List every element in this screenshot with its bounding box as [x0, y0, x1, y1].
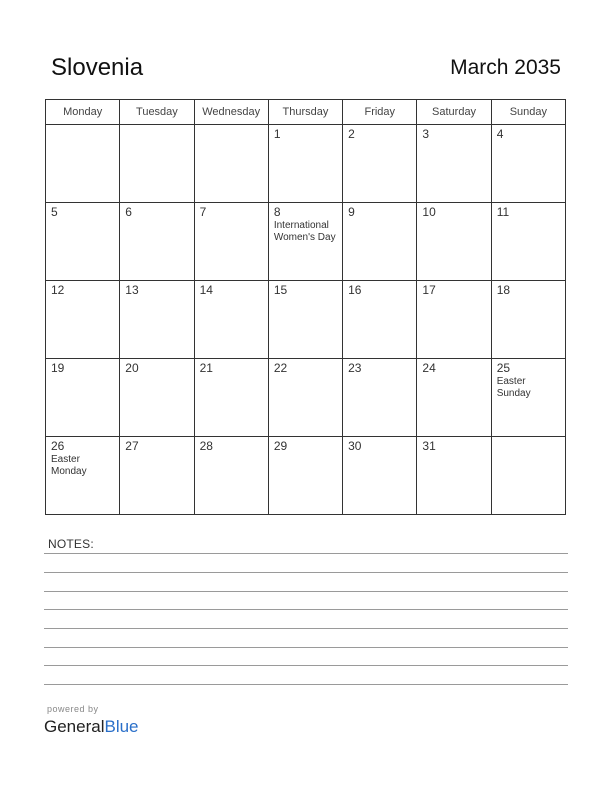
calendar-day-cell	[343, 281, 417, 359]
day-number: 28	[199, 439, 213, 453]
day-number: 20	[125, 361, 139, 375]
calendar-day-cell	[491, 203, 565, 281]
calendar-day-cell	[120, 203, 194, 281]
day-number: 23	[348, 361, 362, 375]
holiday-label: Easter Monday	[51, 454, 87, 477]
note-line	[44, 609, 568, 610]
calendar-day-cell	[491, 281, 565, 359]
calendar-day-cell	[268, 359, 342, 437]
day-number: 16	[348, 283, 362, 297]
day-number: 17	[422, 283, 436, 297]
weekday-header: Thursday	[268, 100, 342, 125]
note-line	[44, 665, 568, 666]
calendar-day-cell	[491, 359, 565, 437]
calendar-day-cell	[194, 437, 268, 515]
calendar-day-cell	[491, 437, 565, 515]
powered-by-text: powered by	[47, 704, 99, 714]
weekday-header: Sunday	[491, 100, 565, 125]
country-title: Slovenia	[51, 54, 144, 81]
calendar-week-row	[46, 203, 566, 281]
calendar-day-cell	[491, 125, 565, 203]
day-number: 2	[348, 127, 355, 141]
note-line	[44, 628, 568, 629]
weekday-header: Monday	[46, 100, 120, 125]
day-number: 1	[273, 127, 281, 141]
calendar-day-cell	[46, 359, 120, 437]
note-line	[44, 553, 568, 554]
day-number: 13	[125, 283, 139, 297]
day-number	[120, 125, 193, 127]
calendar-day-cell	[268, 203, 342, 281]
day-number: 19	[51, 361, 65, 375]
calendar-day-cell	[120, 437, 194, 515]
calendar-day-cell	[268, 437, 342, 515]
calendar-day-cell	[417, 437, 491, 515]
calendar-body	[46, 125, 566, 515]
calendar-day-cell	[46, 281, 120, 359]
day-number: 29	[273, 439, 288, 453]
calendar-day-cell	[343, 125, 417, 203]
calendar-day-cell	[120, 359, 194, 437]
calendar-day-cell	[343, 437, 417, 515]
calendar-day-cell	[120, 125, 194, 203]
day-number: 25	[496, 361, 511, 375]
calendar-week-row	[46, 281, 566, 359]
day-number: 9	[348, 205, 355, 219]
calendar-day-cell	[417, 125, 491, 203]
day-number: 7	[199, 205, 207, 219]
calendar-day-cell	[46, 203, 120, 281]
weekday-header: Saturday	[417, 100, 491, 125]
holiday-label: International Women's Day	[273, 220, 336, 243]
calendar-day-cell	[268, 125, 342, 203]
day-number: 4	[496, 127, 504, 141]
calendar-day-cell	[46, 437, 120, 515]
calendar-day-cell	[120, 281, 194, 359]
day-number: 18	[496, 283, 511, 297]
day-number: 10	[422, 205, 436, 219]
calendar-day-cell	[417, 203, 491, 281]
day-number: 12	[51, 283, 65, 297]
calendar-day-cell	[343, 203, 417, 281]
day-number	[46, 125, 119, 127]
logo-blue-text: Blue	[104, 717, 139, 736]
day-number: 31	[422, 439, 436, 453]
calendar-week-row	[46, 359, 566, 437]
calendar-day-cell	[268, 281, 342, 359]
month-year-title: March 2035	[450, 56, 561, 79]
weekday-header: Friday	[343, 100, 417, 125]
day-number: 21	[199, 361, 213, 375]
weekday-header: Wednesday	[194, 100, 268, 125]
weekday-header-row	[46, 100, 566, 125]
note-line	[44, 684, 568, 685]
calendar-day-cell	[194, 203, 268, 281]
calendar-day-cell	[417, 281, 491, 359]
day-number	[492, 437, 565, 439]
notes-label: NOTES:	[48, 537, 94, 551]
day-number: 15	[273, 283, 288, 297]
calendar-week-row	[46, 125, 566, 203]
calendar-day-cell	[417, 359, 491, 437]
note-line	[44, 647, 568, 648]
note-line	[44, 591, 568, 592]
day-number: 3	[422, 127, 430, 141]
calendar-week-row	[46, 437, 566, 515]
day-number: 14	[199, 283, 213, 297]
generalblue-logo[interactable]	[44, 717, 139, 737]
calendar-day-cell	[194, 281, 268, 359]
day-number: 22	[273, 361, 288, 375]
day-number	[195, 125, 268, 127]
day-number: 24	[422, 361, 436, 375]
day-number: 5	[51, 205, 58, 219]
calendar-day-cell	[343, 359, 417, 437]
day-number: 26	[51, 439, 65, 453]
calendar-day-cell	[46, 125, 120, 203]
calendar-grid	[45, 99, 566, 515]
day-number: 11	[496, 205, 510, 219]
day-number: 6	[125, 205, 132, 219]
day-number: 27	[125, 439, 139, 453]
note-line	[44, 572, 568, 573]
weekday-header: Tuesday	[120, 100, 194, 125]
calendar-day-cell	[194, 125, 268, 203]
day-number: 8	[273, 205, 281, 219]
day-number: 30	[348, 439, 362, 453]
calendar-day-cell	[194, 359, 268, 437]
holiday-label: Easter Sunday	[496, 376, 531, 399]
logo-general-text: General	[44, 717, 105, 736]
